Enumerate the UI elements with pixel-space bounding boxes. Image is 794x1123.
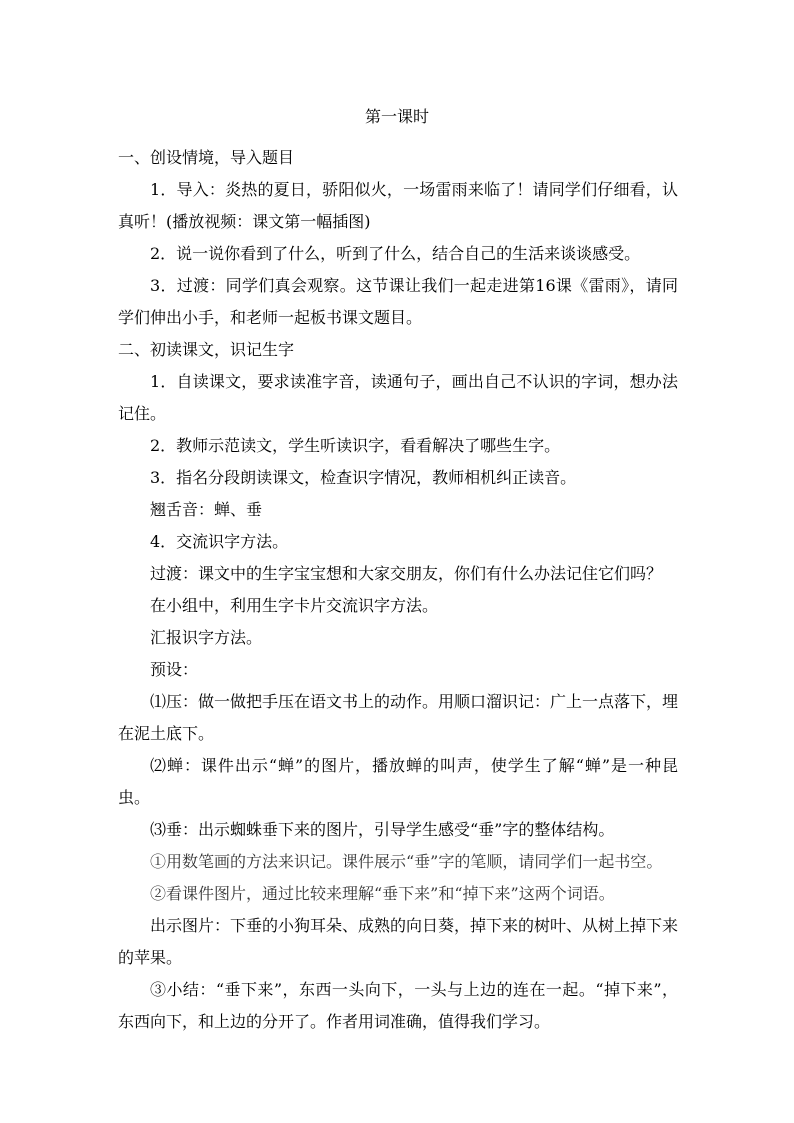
paragraph: ⑴压：做一做把手压在语文书上的动作。用顺口溜识记：广上一点落下，埋在泥土底下。 xyxy=(118,692,679,743)
paragraph: 翘舌音：蝉、垂 xyxy=(150,500,263,519)
paragraph: 2．教师示范读文，学生听读识字，看看解决了哪些生字。 xyxy=(150,436,561,455)
paragraph: 1．自读课文，要求读准字音，读通句子，画出自己不认识的字词，想办法记住。 xyxy=(118,372,678,423)
section-heading: 一、创设情境，导入题目 xyxy=(118,148,295,167)
paragraph: ⑵蝉：课件出示“蝉”的图片，播放蝉的叫声，使学生了解“蝉”是一种昆虫。 xyxy=(118,756,678,807)
paragraph: 3．指名分段朗读课文，检查识字情况，教师相机纠正读音。 xyxy=(150,468,577,487)
paragraph: ⑶垂：出示蜘蛛垂下来的图片，引导学生感受“垂”字的整体结构。 xyxy=(150,820,615,839)
paragraph: 在小组中，利用生字卡片交流识字方法。 xyxy=(150,596,439,615)
paragraph: 1．导入：炎热的夏日，骄阳似火，一场雷雨来临了！请同学们仔细看，认真听！(播放视频：课文第一幅插图) xyxy=(118,180,678,231)
section-heading: 二、初读课文，识记生字 xyxy=(118,340,295,359)
page-title: 第一课时 xyxy=(364,107,429,126)
paragraph: 汇报识字方法。 xyxy=(150,628,263,647)
paragraph: ①用数笔画的方法来识记。课件展示“垂”字的笔顺，请同学们一起书空。 xyxy=(150,852,663,871)
paragraph: 出示图片：下垂的小狗耳朵、成熟的向日葵，掉下来的树叶、从树上掉下来的苹果。 xyxy=(118,916,679,967)
paragraph: ②看课件图片，通过比较来理解“垂下来”和“掉下来”这两个词语。 xyxy=(150,884,615,903)
paragraph: 2．说一说你看到了什么，听到了什么，结合自己的生活来谈谈感受。 xyxy=(150,244,641,263)
paragraph: 3．过渡：同学们真会观察。这节课让我们一起走进第16课《雷雨》，请同学们伸出小手，和老师一起板书课文题目。 xyxy=(118,276,678,327)
paragraph: 过渡：课文中的生字宝宝想和大家交朋友，你们有什么办法记住它们吗？ xyxy=(150,564,663,583)
paragraph: 4．交流识字方法。 xyxy=(150,532,289,551)
document-body xyxy=(118,142,678,1038)
paragraph: 预设： xyxy=(150,660,199,679)
paragraph: ③小结：“垂下来”，东西一头向下，一头与上边的连在一起。“掉下来”，东西向下，和上边的分开了。作者用词准确，值得我们学习。 xyxy=(118,980,678,1031)
